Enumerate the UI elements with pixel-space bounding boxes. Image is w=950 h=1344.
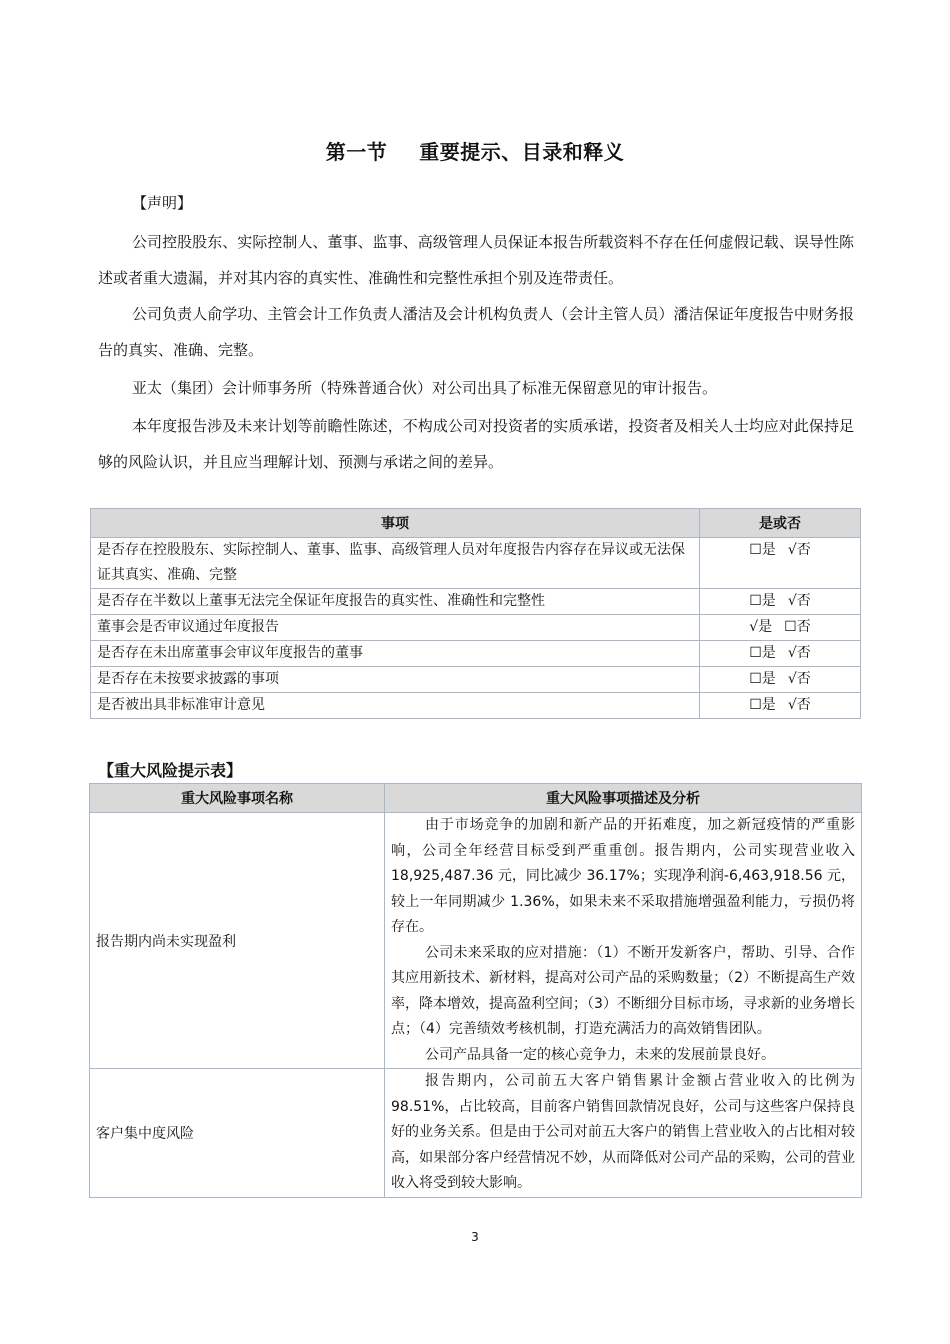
table-row xyxy=(91,641,861,667)
yes-option: ☐是 xyxy=(749,645,776,661)
statement-paragraph: 公司负责人俞学功、主管会计工作负责人潘洁及会计机构负责人（会计主管人员）潘洁保证年度报告中财务报告的真实、准确、完整。 xyxy=(98,305,854,359)
column-header-risk-name: 重大风险事项名称 xyxy=(90,784,385,813)
section-heading: 重要提示、目录和释义 xyxy=(419,140,625,164)
table-header-row xyxy=(91,509,861,538)
matters-table xyxy=(90,508,861,719)
statement-paragraph: 亚太（集团）会计师事务所（特殊普通合伙）对公司出具了标准无保留意见的审计报告。 xyxy=(132,379,718,397)
no-option: √否 xyxy=(787,645,811,661)
yes-no-cell xyxy=(700,693,861,719)
risk-name: 报告期内尚未实现盈利 xyxy=(90,813,385,1069)
table-row xyxy=(91,589,861,615)
table-row xyxy=(91,538,861,589)
risk-description xyxy=(385,1069,862,1198)
yes-option: ☐是 xyxy=(749,697,776,713)
yes-no-cell xyxy=(700,615,861,641)
risk-name: 客户集中度风险 xyxy=(90,1069,385,1198)
yes-no-cell xyxy=(700,589,861,615)
risk-description-paragraph: 公司产品具备一定的核心竞争力，未来的发展前景良好。 xyxy=(425,1046,775,1063)
yes-option: √是 xyxy=(749,619,773,635)
no-option: √否 xyxy=(787,593,811,609)
risk-description-paragraph: 报告期内，公司前五大客户销售累计金额占营业收入的比例为 98.51%，占比较高，目前客户销售回款情况良好，公司与这些客户保持良好的业务关系。但是由于公司对前五大客户的销售上营业收入的占比相对较高，如果部分客户经营情况不妙，从而降低对公司产品的采购，公司的营业收入将受到较大影响。 xyxy=(391,1073,855,1191)
matter-item: 是否存在半数以上董事无法完全保证年度报告的真实性、准确性和完整性 xyxy=(91,589,700,615)
statement-paragraph: 本年度报告涉及未来计划等前瞻性陈述，不构成公司对投资者的实质承诺，投资者及相关人士均应对此保持足够的风险认识，并且应当理解计划、预测与承诺之间的差异。 xyxy=(98,417,854,471)
risk-description-paragraph: 公司未来采取的应对措施：（1）不断开发新客户，帮助、引导、合作其应用新技术、新材料，提高对公司产品的采购数量；（2）不断提高生产效率，降本增效，提高盈利空间；（3）不断细分目标市场，寻求新的业务增长点；（4）完善绩效考核机制，打造充满活力的高效销售团队。 xyxy=(391,944,855,1037)
no-option: √否 xyxy=(787,697,811,713)
column-header-item: 事项 xyxy=(91,509,700,538)
yes-option: ☐是 xyxy=(749,671,776,687)
risk-description-paragraph: 由于市场竞争的加剧和新产品的开拓难度，加之新冠疫情的严重影响，公司全年经营目标受到严重重创。报告期内，公司实现营业收入 18,925,487.36 元，同比减少 36.17%；实现净利润-6,463,918.56 元，较上一年同期减少 1.36%，如果未来不采取措施增强盈利能力，亏损仍将存在。 xyxy=(391,817,855,935)
section-number: 第一节 xyxy=(325,140,388,164)
yes-option: ☐是 xyxy=(749,593,776,609)
yes-no-cell xyxy=(700,538,861,589)
no-option: √否 xyxy=(787,671,811,687)
page-number: 3 xyxy=(471,1230,479,1244)
risk-description xyxy=(385,813,862,1069)
column-header-risk-description: 重大风险事项描述及分析 xyxy=(385,784,862,813)
table-row xyxy=(91,693,861,719)
statement-paragraph: 公司控股股东、实际控制人、董事、监事、高级管理人员保证本报告所载资料不存在任何虚假记载、误导性陈述或者重大遗漏，并对其内容的真实性、准确性和完整性承担个别及连带责任。 xyxy=(98,233,854,287)
yes-no-cell xyxy=(700,641,861,667)
no-option: ☐否 xyxy=(784,619,811,635)
risk-table xyxy=(89,783,862,1198)
risk-table-heading: 【重大风险提示表】 xyxy=(98,761,243,780)
matter-item: 是否存在控股股东、实际控制人、董事、监事、高级管理人员对年度报告内容存在异议或无法保证其真实、准确、完整 xyxy=(91,538,700,589)
yes-no-cell xyxy=(700,667,861,693)
statement-heading: 【声明】 xyxy=(132,194,193,212)
no-option: √否 xyxy=(787,542,811,558)
table-row xyxy=(91,667,861,693)
table-row xyxy=(90,1069,862,1198)
column-header-yes-no: 是或否 xyxy=(700,509,861,538)
matter-item: 董事会是否审议通过年度报告 xyxy=(91,615,700,641)
section-title xyxy=(0,136,950,165)
matter-item: 是否存在未按要求披露的事项 xyxy=(91,667,700,693)
table-row xyxy=(90,813,862,1069)
table-header-row xyxy=(90,784,862,813)
matter-item: 是否存在未出席董事会审议年度报告的董事 xyxy=(91,641,700,667)
table-row xyxy=(91,615,861,641)
matter-item: 是否被出具非标准审计意见 xyxy=(91,693,700,719)
yes-option: ☐是 xyxy=(749,542,776,558)
